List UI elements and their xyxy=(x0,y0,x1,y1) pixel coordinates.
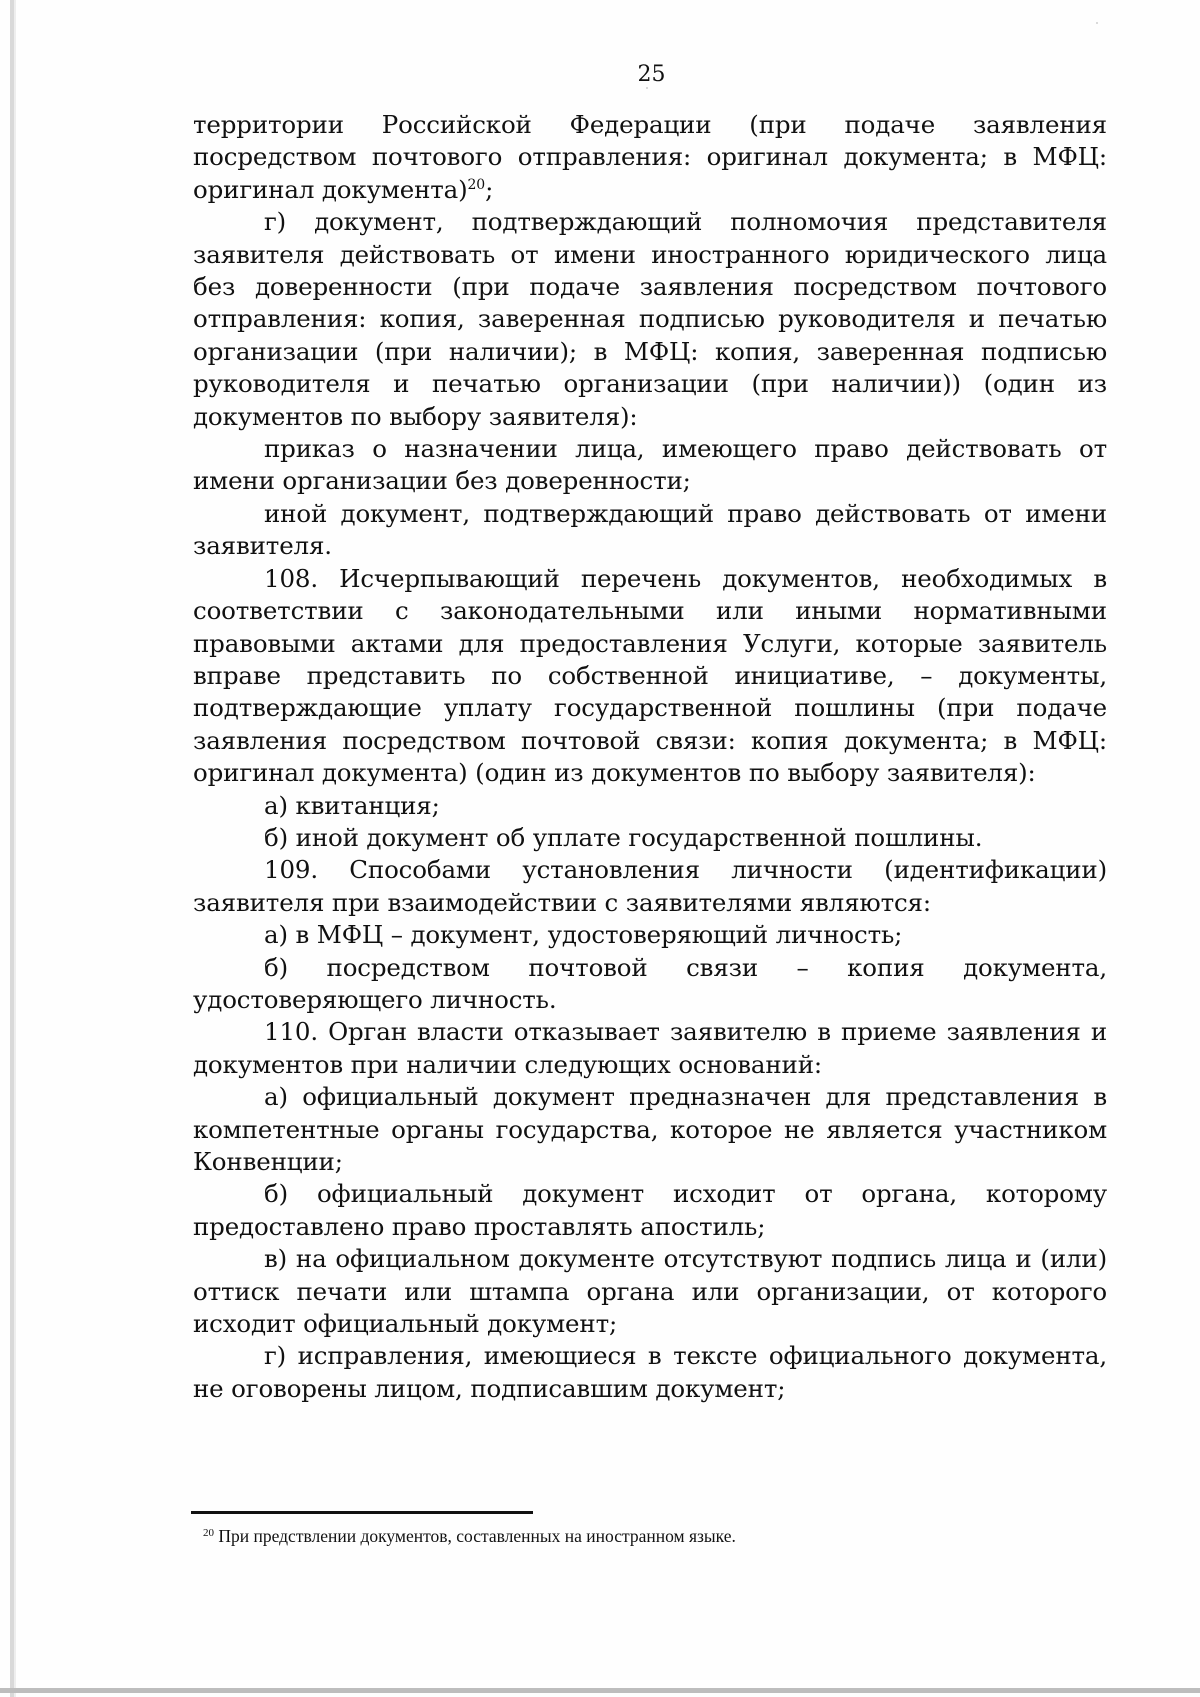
page-left-edge-shadow xyxy=(14,0,16,1697)
paragraph: 108. Исчерпывающий перечень документов, необходимых в соответствии с законодательными или иными нормативными правовыми актами для предоставления Услуги, которые заявитель вправе представить по собственной инициативе, – документы, подтверждающие уплату государственной пошлины (при подаче заявления посредством почтовой связи: копия документа; в МФЦ: оригинал документа) (один из документов по выбору заявителя): xyxy=(193,563,1107,788)
paragraph: б) посредством почтовой связи – копия документа, удостоверяющего личность. xyxy=(193,952,1107,1014)
paragraph: в) на официальном документе отсутствуют подпись лица и (или) оттиск печати или штампа органа или организации, от которого исходит официальный документ; xyxy=(193,1244,1107,1339)
page-bottom-edge xyxy=(0,1688,1200,1693)
paragraph: б) официальный документ исходит от органа, которому предоставлено право проставлять апостиль; xyxy=(193,1179,1107,1241)
footnote-reference[interactable]: 20 xyxy=(467,176,486,193)
paragraph: 109. Способами установления личности (идентификации) заявителя при взаимодействии с заявителями являются: xyxy=(193,855,1107,917)
page-number: 25 xyxy=(637,62,666,87)
paragraph: г) документ, подтверждающий полномочия представителя заявителя действовать от имени иностранного юридического лица без доверенности (при подаче заявления посредством почтового отправления: копия, заверенная подписью руководителя и печатью организации (при наличии); в МФЦ: копия, заверенная подписью руководителя и печатью организации (при наличии)) (один из документов по выбору заявителя): xyxy=(193,207,1107,431)
footnote-separator xyxy=(191,1511,533,1514)
paragraph: б) иной документ об уплате государственной пошлины. xyxy=(264,822,983,852)
paragraph: г) исправления, имеющиеся в тексте официального документа, не оговорены лицом, подписавшим документ; xyxy=(193,1341,1107,1403)
footnote xyxy=(203,1525,1103,1547)
paragraph: приказ о назначении лица, имеющего право действовать от имени организации без доверенности; xyxy=(193,434,1107,496)
body-text xyxy=(193,109,1107,1405)
paragraph: а) в МФЦ – документ, удостоверяющий личность; xyxy=(264,920,903,950)
paragraph-text: территории Российской Федерации (при подаче заявления посредством почтового отправления: оригинал документа; в МФЦ: оригинал документа) xyxy=(193,110,1107,204)
paragraph: а) официальный документ предназначен для представления в компетентные органы государства, которое не является участником Конвенции; xyxy=(193,1082,1107,1176)
footnote-text: При предствлении документов, составленных на иностранном языке. xyxy=(218,1526,736,1546)
scan-speck xyxy=(1096,22,1098,24)
paragraph xyxy=(193,109,1107,206)
paragraph: а) квитанция; xyxy=(264,790,440,820)
paragraph-text-tail: ; xyxy=(485,174,494,204)
paragraph: 110. Орган власти отказывает заявителю в приеме заявления и документов при наличии следующих оснований: xyxy=(193,1017,1107,1079)
paragraph: иной документ, подтверждающий право действовать от имени заявителя. xyxy=(193,498,1107,561)
footnote-marker: 20 xyxy=(203,1527,214,1539)
